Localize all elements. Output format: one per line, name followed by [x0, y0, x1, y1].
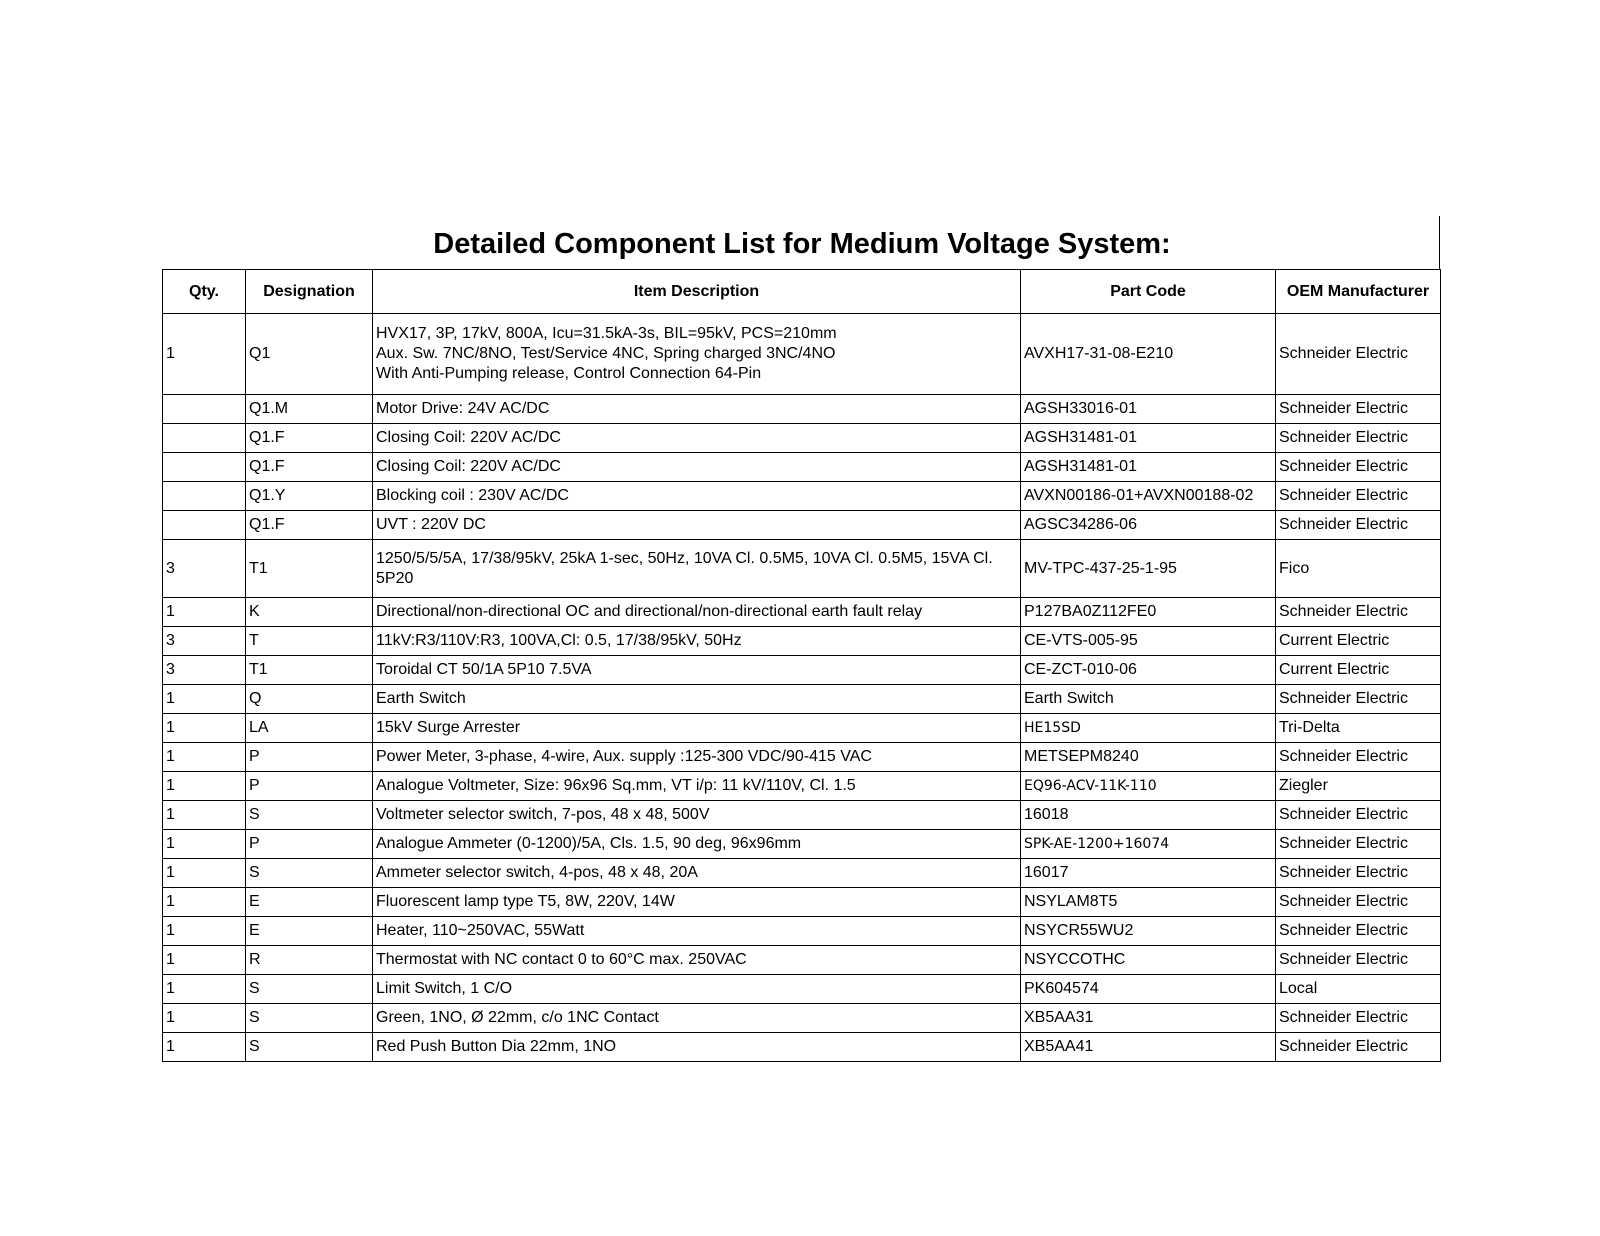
- cell-item-description: [373, 685, 1021, 714]
- table-row: [163, 453, 1441, 482]
- cell-item-description: [373, 859, 1021, 888]
- description-line: HVX17, 3P, 17kV, 800A, Icu=31.5kA-3s, BIL=95kV, PCS=210mm: [376, 325, 837, 342]
- cell-item-description: [373, 540, 1021, 598]
- table-row: [163, 888, 1441, 917]
- cell-qty: [163, 424, 246, 453]
- cell-part-code: NSYCCOTHC: [1021, 946, 1276, 975]
- cell-part-code: CE-VTS-005-95: [1021, 627, 1276, 656]
- component-table: [162, 269, 1441, 1062]
- cell-qty: 3: [163, 627, 246, 656]
- cell-qty: 1: [163, 975, 246, 1004]
- description-line: Closing Coil: 220V AC/DC: [376, 429, 561, 446]
- table-row: [163, 482, 1441, 511]
- cell-oem-manufacturer: Schneider Electric: [1276, 395, 1441, 424]
- description-line: Red Push Button Dia 22mm, 1NO: [376, 1038, 617, 1055]
- table-row: [163, 1033, 1441, 1062]
- cell-oem-manufacturer: Schneider Electric: [1276, 314, 1441, 395]
- cell-oem-manufacturer: Schneider Electric: [1276, 1033, 1441, 1062]
- cell-qty: 3: [163, 540, 246, 598]
- table-row: [163, 598, 1441, 627]
- cell-qty: 1: [163, 888, 246, 917]
- table-row: [163, 859, 1441, 888]
- cell-qty: 1: [163, 946, 246, 975]
- table-header-row: [163, 270, 1441, 314]
- table-row: [163, 830, 1441, 859]
- cell-oem-manufacturer: Schneider Electric: [1276, 685, 1441, 714]
- cell-oem-manufacturer: Schneider Electric: [1276, 946, 1441, 975]
- table-row: [163, 946, 1441, 975]
- cell-part-code: EQ96-ACV-11K-110: [1021, 772, 1276, 801]
- cell-item-description: [373, 743, 1021, 772]
- cell-part-code: 16017: [1021, 859, 1276, 888]
- cell-item-description: [373, 1033, 1021, 1062]
- cell-qty: [163, 511, 246, 540]
- table-row: [163, 424, 1441, 453]
- cell-designation: S: [246, 975, 373, 1004]
- cell-qty: 1: [163, 314, 246, 395]
- description-line: Ammeter selector switch, 4-pos, 48 x 48, 20A: [376, 864, 698, 881]
- cell-designation: T1: [246, 656, 373, 685]
- cell-part-code: NSYLAM8T5: [1021, 888, 1276, 917]
- cell-item-description: [373, 424, 1021, 453]
- cell-designation: K: [246, 598, 373, 627]
- header-part-code: Part Code: [1021, 270, 1276, 314]
- table-row: [163, 975, 1441, 1004]
- cell-qty: 1: [163, 1004, 246, 1033]
- table-row: [163, 685, 1441, 714]
- cell-item-description: [373, 1004, 1021, 1033]
- cell-qty: 1: [163, 598, 246, 627]
- cell-qty: 3: [163, 656, 246, 685]
- description-line: Blocking coil : 230V AC/DC: [376, 487, 569, 504]
- cell-qty: 1: [163, 743, 246, 772]
- description-line: Analogue Voltmeter, Size: 96x96 Sq.mm, VT i/p: 11 kV/110V, Cl. 1.5: [376, 777, 856, 794]
- cell-qty: 1: [163, 685, 246, 714]
- cell-designation: LA: [246, 714, 373, 743]
- cell-item-description: [373, 975, 1021, 1004]
- cell-oem-manufacturer: Schneider Electric: [1276, 743, 1441, 772]
- cell-designation: T1: [246, 540, 373, 598]
- description-line: 5P20: [376, 569, 414, 587]
- cell-oem-manufacturer: Tri-Delta: [1276, 714, 1441, 743]
- cell-item-description: [373, 598, 1021, 627]
- cell-oem-manufacturer: Schneider Electric: [1276, 917, 1441, 946]
- cell-part-code: XB5AA41: [1021, 1033, 1276, 1062]
- description-line: UVT : 220V DC: [376, 516, 486, 533]
- cell-item-description: [373, 714, 1021, 743]
- table-row: [163, 1004, 1441, 1033]
- cell-oem-manufacturer: Schneider Electric: [1276, 453, 1441, 482]
- description-line: Green, 1NO, Ø 22mm, c/o 1NC Contact: [376, 1009, 659, 1026]
- cell-qty: 1: [163, 859, 246, 888]
- cell-designation: T: [246, 627, 373, 656]
- table-row: [163, 314, 1441, 395]
- cell-part-code: HE15SD: [1021, 714, 1276, 743]
- cell-designation: Q1.Y: [246, 482, 373, 511]
- table-row: [163, 801, 1441, 830]
- table-row: [163, 743, 1441, 772]
- cell-item-description: [373, 917, 1021, 946]
- table-row: [163, 627, 1441, 656]
- cell-item-description: [373, 511, 1021, 540]
- header-oem-manufacturer: OEM Manufacturer: [1276, 270, 1441, 314]
- cell-part-code: AVXH17-31-08-E210: [1021, 314, 1276, 395]
- cell-qty: 1: [163, 1033, 246, 1062]
- cell-item-description: [373, 772, 1021, 801]
- cell-qty: [163, 453, 246, 482]
- description-line: Toroidal CT 50/1A 5P10 7.5VA: [376, 661, 592, 678]
- cell-oem-manufacturer: Schneider Electric: [1276, 482, 1441, 511]
- cell-item-description: [373, 627, 1021, 656]
- cell-item-description: [373, 314, 1021, 395]
- cell-designation: Q1.F: [246, 453, 373, 482]
- cell-oem-manufacturer: Schneider Electric: [1276, 598, 1441, 627]
- cell-designation: P: [246, 830, 373, 859]
- cell-oem-manufacturer: Schneider Electric: [1276, 859, 1441, 888]
- cell-designation: S: [246, 1004, 373, 1033]
- cell-part-code: MV-TPC-437-25-1-95: [1021, 540, 1276, 598]
- description-line: Motor Drive: 24V AC/DC: [376, 400, 550, 417]
- cell-part-code: AVXN00186-01+AVXN00188-02: [1021, 482, 1276, 511]
- cell-oem-manufacturer: Schneider Electric: [1276, 511, 1441, 540]
- cell-designation: Q1.M: [246, 395, 373, 424]
- description-line: Earth Switch: [376, 690, 466, 707]
- cell-part-code: CE-ZCT-010-06: [1021, 656, 1276, 685]
- cell-item-description: [373, 395, 1021, 424]
- header-designation: Designation: [246, 270, 373, 314]
- cell-part-code: Earth Switch: [1021, 685, 1276, 714]
- table-row: [163, 772, 1441, 801]
- cell-oem-manufacturer: Schneider Electric: [1276, 801, 1441, 830]
- table-row: [163, 395, 1441, 424]
- cell-designation: Q1: [246, 314, 373, 395]
- cell-designation: S: [246, 1033, 373, 1062]
- description-line: Thermostat with NC contact 0 to 60°C max. 250VAC: [376, 951, 747, 968]
- cell-part-code: PK604574: [1021, 975, 1276, 1004]
- cell-part-code: AGSH31481-01: [1021, 453, 1276, 482]
- table-row: [163, 714, 1441, 743]
- cell-oem-manufacturer: Schneider Electric: [1276, 888, 1441, 917]
- table-row: [163, 656, 1441, 685]
- cell-part-code: XB5AA31: [1021, 1004, 1276, 1033]
- cell-part-code: AGSH33016-01: [1021, 395, 1276, 424]
- cell-item-description: [373, 656, 1021, 685]
- cell-oem-manufacturer: Current Electric: [1276, 627, 1441, 656]
- cell-qty: 1: [163, 801, 246, 830]
- cell-item-description: [373, 482, 1021, 511]
- description-line: Power Meter, 3-phase, 4-wire, Aux. supply :125-300 VDC/90-415 VAC: [376, 748, 872, 765]
- header-item-description: Item Description: [373, 270, 1021, 314]
- description-line: Analogue Ammeter (0-1200)/5A, Cls. 1.5, 90 deg, 96x96mm: [376, 835, 802, 852]
- cell-qty: 1: [163, 830, 246, 859]
- cell-oem-manufacturer: Schneider Electric: [1276, 830, 1441, 859]
- cell-item-description: [373, 453, 1021, 482]
- description-line: Heater, 110~250VAC, 55Watt: [376, 922, 585, 939]
- cell-qty: [163, 395, 246, 424]
- cell-oem-manufacturer: Schneider Electric: [1276, 424, 1441, 453]
- cell-part-code: 16018: [1021, 801, 1276, 830]
- cell-designation: S: [246, 801, 373, 830]
- description-line: Aux. Sw. 7NC/8NO, Test/Service 4NC, Spring charged 3NC/4NO: [376, 345, 836, 362]
- cell-designation: Q: [246, 685, 373, 714]
- cell-designation: P: [246, 772, 373, 801]
- cell-qty: 1: [163, 714, 246, 743]
- cell-qty: [163, 482, 246, 511]
- cell-designation: Q1.F: [246, 424, 373, 453]
- cell-designation: E: [246, 888, 373, 917]
- cell-designation: P: [246, 743, 373, 772]
- table-row: [163, 511, 1441, 540]
- description-line: Voltmeter selector switch, 7-pos, 48 x 48, 500V: [376, 806, 710, 823]
- description-line: Closing Coil: 220V AC/DC: [376, 458, 561, 475]
- cell-part-code: P127BA0Z112FE0: [1021, 598, 1276, 627]
- page-title: Detailed Component List for Medium Voltage System:: [433, 228, 1171, 260]
- cell-oem-manufacturer: Schneider Electric: [1276, 1004, 1441, 1033]
- table-row: [163, 917, 1441, 946]
- cell-part-code: METSEPM8240: [1021, 743, 1276, 772]
- cell-oem-manufacturer: Current Electric: [1276, 656, 1441, 685]
- table-body: [163, 314, 1441, 1062]
- cell-oem-manufacturer: Ziegler: [1276, 772, 1441, 801]
- cell-designation: R: [246, 946, 373, 975]
- cell-item-description: [373, 801, 1021, 830]
- cell-part-code: AGSH31481-01: [1021, 424, 1276, 453]
- cell-oem-manufacturer: Fico: [1276, 540, 1441, 598]
- cell-item-description: [373, 830, 1021, 859]
- cell-designation: S: [246, 859, 373, 888]
- cell-part-code: SPK-AE-1200+16074: [1021, 830, 1276, 859]
- description-line: 15kV Surge Arrester: [376, 719, 521, 736]
- cell-part-code: AGSC34286-06: [1021, 511, 1276, 540]
- description-line: With Anti-Pumping release, Control Connection 64-Pin: [376, 365, 762, 382]
- description-line: Fluorescent lamp type T5, 8W, 220V, 14W: [376, 893, 675, 910]
- cell-part-code: NSYCR55WU2: [1021, 917, 1276, 946]
- description-line: 1250/5/5/5A, 17/38/95kV, 25kA 1-sec, 50Hz, 10VA Cl. 0.5M5, 10VA Cl. 0.5M5, 15VA Cl.: [376, 549, 993, 567]
- cell-oem-manufacturer: Local: [1276, 975, 1441, 1004]
- cell-qty: 1: [163, 772, 246, 801]
- cell-item-description: [373, 888, 1021, 917]
- description-line: Limit Switch, 1 C/O: [376, 980, 513, 997]
- table-row: [163, 540, 1441, 598]
- header-qty: Qty.: [163, 270, 246, 314]
- cell-qty: 1: [163, 917, 246, 946]
- cell-designation: Q1.F: [246, 511, 373, 540]
- cell-item-description: [373, 946, 1021, 975]
- cell-designation: E: [246, 917, 373, 946]
- description-line: Directional/non-directional OC and directional/non-directional earth fault relay: [376, 603, 923, 620]
- description-line: 11kV:R3/110V:R3, 100VA,Cl: 0.5, 17/38/95kV, 50Hz: [376, 632, 742, 649]
